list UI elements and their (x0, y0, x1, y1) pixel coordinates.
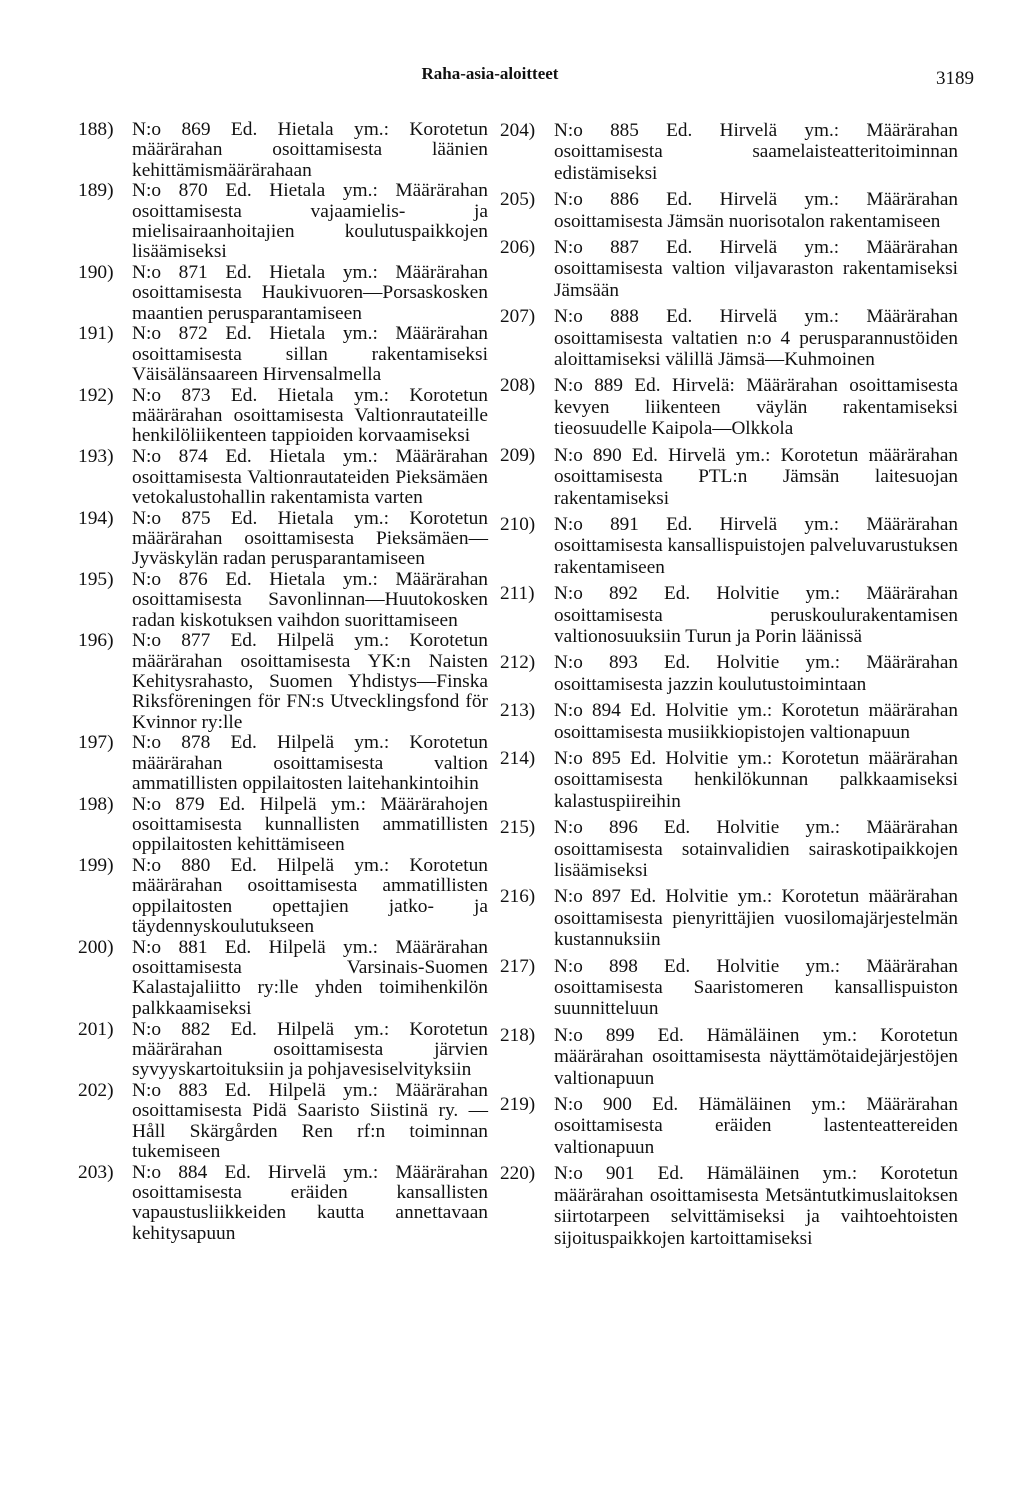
entry-number: 197) (78, 732, 114, 754)
entry-text: N:o 887 Ed. Hirvelä ym.: Määrärahan osoittamisesta valtion viljavaraston rakentamiseksi Jämsään (554, 237, 958, 301)
entry-number: 200) (78, 936, 114, 958)
list-item (500, 120, 958, 184)
entry-text: N:o 875 Ed. Hietala ym.: Korotetun määrärahan osoittamisesta Pieksämäen—Jyväskylän radan perusparantamiseen (132, 507, 488, 570)
list-item (500, 700, 958, 743)
entry-number: 213) (500, 700, 536, 722)
entry-number: 192) (78, 384, 114, 406)
entry-number: 196) (78, 630, 114, 652)
entry-number: 199) (78, 855, 114, 877)
entry-text: N:o 892 Ed. Holvitie ym.: Määrärahan osoittamisesta peruskoulurakentamisen valtionosuuksiin Turun ja Porin läänissä (554, 583, 958, 647)
entry-text: N:o 876 Ed. Hietala ym.: Määrärahan osoittamisesta Savonlinnan—Huutokosken radan kiskotuksen vaihdon suorittamiseen (132, 569, 488, 631)
entry-text: N:o 873 Ed. Hietala ym.: Korotetun määrärahan osoittamisesta Valtionrautateille henkilöliikenteen tappioiden korvaamiseksi (132, 384, 488, 447)
entry-text: N:o 896 Ed. Holvitie ym.: Määrärahan osoittamisesta sotainvalidien sairaskotipaikkojen lisäämiseksi (554, 817, 958, 881)
entry-text: N:o 893 Ed. Holvitie ym.: Määrärahan osoittamisesta jazzin koulutustoimintaan (554, 652, 958, 695)
list-item (78, 1163, 488, 1244)
list-item (500, 886, 958, 950)
entry-text: N:o 884 Ed. Hirvelä ym.: Määrärahan osoittamisesta eräiden kansallisten vapaustusliikkeiden kautta annettavaan kehitysapuun (132, 1161, 488, 1244)
entry-text: N:o 890 Ed. Hirvelä ym.: Korotetun määrärahan osoittamisesta PTL:n Jämsän laitesuojan rakentamiseksi (554, 444, 958, 509)
entry-number: 208) (500, 375, 536, 397)
list-item (78, 324, 488, 385)
entry-text: N:o 895 Ed. Holvitie ym.: Korotetun määrärahan osoittamisesta henkilökunnan palkkaamiseksi kalastuspiireihin (554, 747, 958, 812)
entry-text: N:o 891 Ed. Hirvelä ym.: Määrärahan osoittamisesta kansallispuistojen palveluvarustuksen rakentamiseen (554, 513, 958, 578)
list-item (500, 748, 958, 812)
entry-number: 217) (500, 955, 536, 977)
entry-text: N:o 871 Ed. Hietala ym.: Määrärahan osoittamisesta Haukivuoren—Porsaskosken maantien perusparantamiseen (132, 262, 488, 324)
entry-text: N:o 885 Ed. Hirvelä ym.: Määrärahan osoittamisesta saamelaisteatteritoiminnan edistämiseksi (554, 120, 958, 184)
list-item (500, 956, 958, 1020)
entry-text: N:o 900 Ed. Hämäläinen ym.: Määrärahan osoittamisesta eräiden lastenteattereiden valtionapuun (554, 1094, 958, 1158)
entry-number: 204) (500, 120, 536, 141)
left-column (78, 120, 488, 1244)
entry-number: 201) (78, 1018, 114, 1040)
entry-number: 220) (500, 1163, 536, 1185)
entry-number: 205) (500, 189, 536, 211)
list-item (78, 447, 488, 508)
entry-text: N:o 881 Ed. Hilpelä ym.: Määrärahan osoittamisesta Varsinais-Suomen Kalastajaliitto ry:lle yhden toimihenkilön palkkaamiseksi (132, 936, 488, 1019)
entry-number: 189) (78, 180, 114, 202)
list-item (78, 509, 488, 570)
entry-text: N:o 874 Ed. Hietala ym.: Määrärahan osoittamisesta Valtionrautateiden Pieksämäen vetokalustohallin rakentamista varten (132, 446, 488, 508)
entry-number: 194) (78, 507, 114, 529)
entry-number: 206) (500, 237, 536, 259)
entry-number: 211) (500, 583, 535, 605)
page-number: 3189 (936, 68, 974, 89)
list-item (500, 237, 958, 301)
list-item (500, 583, 958, 647)
entry-text: N:o 886 Ed. Hirvelä ym.: Määrärahan osoittamisesta Jämsän nuorisotalon rakentamiseen (554, 189, 958, 232)
entry-number: 219) (500, 1094, 536, 1116)
list-item (78, 120, 488, 181)
entry-number: 212) (500, 652, 536, 674)
entry-text: N:o 880 Ed. Hilpelä ym.: Korotetun määrärahan osoittamisesta ammatillisten oppilaitosten opettajien jatko- ja täydennyskoulutukseen (132, 855, 488, 938)
entry-number: 207) (500, 306, 536, 328)
list-item (78, 795, 488, 856)
entry-text: N:o 901 Ed. Hämäläinen ym.: Korotetun määrärahan osoittamisesta Metsäntutkimuslaitoksen siirtotarpeen selvittämiseksi ja vaihtoehtoisten sijoituspaikkojen kartoittamiseksi (554, 1163, 958, 1249)
list-item (500, 189, 958, 232)
entry-text: N:o 889 Ed. Hirvelä: Määrärahan osoittamisesta kevyen liikenteen väylän rakentamiseksi tieosuudelle Kaipola—Olkkola (554, 375, 958, 440)
entry-text: N:o 888 Ed. Hirvelä ym.: Määrärahan osoittamisesta valtatien n:o 4 perusparannustöiden aloittamiseksi välillä Jämsä—Kuhmoinen (554, 306, 958, 371)
entry-text: N:o 882 Ed. Hilpelä ym.: Korotetun määrärahan osoittamisesta järvien syvyyskartoituksiin ja pohjavesiselvityksiin (132, 1018, 488, 1081)
entry-number: 214) (500, 747, 536, 769)
entry-text: N:o 878 Ed. Hilpelä ym.: Korotetun määrärahan osoittamisesta valtion ammatillisten oppilaitosten laitehankintoihin (132, 732, 488, 794)
list-item (500, 445, 958, 509)
list-item (500, 1025, 958, 1089)
entry-text: N:o 883 Ed. Hilpelä ym.: Määrärahan osoittamisesta Pidä Saaristo Siistinä ry. — Håll Skärgården Ren rf:n toiminnan tukemiseen (132, 1079, 488, 1162)
list-item (78, 181, 488, 262)
list-item (500, 1094, 958, 1158)
list-item (78, 631, 488, 732)
list-item (78, 1020, 488, 1081)
list-item (78, 386, 488, 447)
right-column (500, 120, 958, 1254)
list-item (78, 1081, 488, 1162)
list-item (78, 938, 488, 1019)
entry-number: 198) (78, 793, 114, 815)
list-item (78, 263, 488, 324)
entry-text: N:o 872 Ed. Hietala ym.: Määrärahan osoittamisesta sillan rakentamiseksi Väisälänsaareen Hirvensalmella (132, 323, 488, 386)
entry-text: N:o 879 Ed. Hilpelä ym.: Määrärahojen osoittamisesta kunnallisten ammatillisten oppilaitosten kehittämiseen (132, 793, 488, 856)
entry-number: 195) (78, 569, 114, 591)
entry-number: 218) (500, 1024, 536, 1046)
entry-number: 209) (500, 444, 536, 466)
entry-text: N:o 877 Ed. Hilpelä ym.: Korotetun määrärahan osoittamisesta YK:n Naisten Kehitysrahasto, Suomen Yhdistys—Finska Riksföreningen för FN:s Utvecklingsfond för Kvinnor ry:lle (132, 630, 488, 733)
entry-number: 188) (78, 119, 114, 140)
list-item (500, 652, 958, 695)
list-item (78, 570, 488, 631)
entry-number: 190) (78, 262, 114, 284)
entry-number: 203) (78, 1161, 114, 1183)
entry-number: 193) (78, 446, 114, 468)
entry-text: N:o 869 Ed. Hietala ym.: Korotetun määrärahan osoittamisesta läänien kehittämismäärärahaan (132, 119, 488, 181)
list-item (500, 817, 958, 881)
list-item (78, 733, 488, 794)
entry-text: N:o 894 Ed. Holvitie ym.: Korotetun määrärahan osoittamisesta musiikkiopistojen valtionapuun (554, 700, 958, 743)
list-item (500, 1163, 958, 1249)
entry-text: N:o 897 Ed. Holvitie ym.: Korotetun määrärahan osoittamisesta pienyrittäjien vuosilomajärjestelmän kustannuksiin (554, 886, 958, 951)
list-item (500, 306, 958, 370)
list-item (500, 514, 958, 578)
entry-number: 215) (500, 817, 536, 839)
list-item (78, 856, 488, 937)
entry-number: 216) (500, 886, 536, 908)
page-header (0, 64, 1024, 94)
entry-text: N:o 898 Ed. Holvitie ym.: Määrärahan osoittamisesta Saaristomeren kansallispuiston suunnitteluun (554, 955, 958, 1020)
entry-text: N:o 899 Ed. Hämäläinen ym.: Korotetun määrärahan osoittamisesta näyttämötaidejärjestöjen valtionapuun (554, 1024, 958, 1089)
list-item (500, 375, 958, 439)
entry-number: 210) (500, 513, 536, 535)
running-head-title: Raha-asia-aloitteet (421, 64, 559, 83)
entry-text: N:o 870 Ed. Hietala ym.: Määrärahan osoittamisesta vajaamielis- ja mielisairaanhoitajien koulutuspaikkojen lisäämiseksi (132, 180, 488, 263)
entry-number: 191) (78, 323, 114, 345)
entry-number: 202) (78, 1079, 114, 1101)
